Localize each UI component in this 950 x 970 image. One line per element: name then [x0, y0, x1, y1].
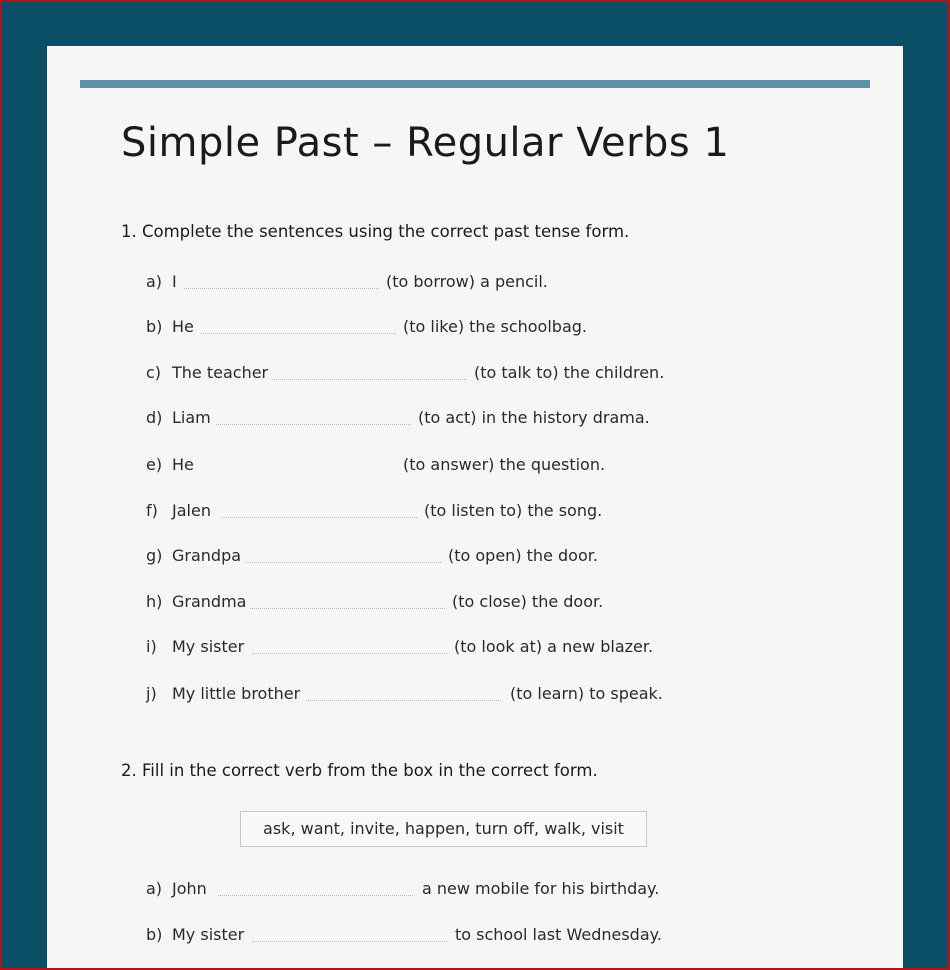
item-subject: He [172, 455, 194, 474]
answer-blank[interactable] [246, 562, 441, 563]
worksheet-title: Simple Past – Regular Verbs 1 [121, 120, 730, 166]
item-letter: f) [146, 501, 158, 520]
answer-blank[interactable] [216, 424, 411, 425]
item-subject: My little brother [172, 684, 301, 703]
item-letter: c) [146, 363, 162, 382]
item-letter: b) [146, 925, 163, 944]
item-subject: My sister [172, 925, 245, 944]
item-hint: (to like) the schoolbag. [403, 317, 587, 336]
answer-blank[interactable] [252, 653, 447, 654]
item-letter: i) [146, 637, 157, 656]
item-subject: Grandpa [172, 546, 242, 565]
header-rule [80, 80, 870, 88]
item-letter: b) [146, 317, 163, 336]
exercise-2-instruction: 2. Fill in the correct verb from the box in the correct form. [121, 761, 598, 780]
exercise-1-instruction: 1. Complete the sentences using the correct past tense form. [121, 222, 630, 241]
answer-blank[interactable] [222, 517, 417, 518]
item-hint: a new mobile for his birthday. [422, 879, 660, 898]
answer-blank[interactable] [306, 700, 501, 701]
word-box: ask, want, invite, happen, turn off, walk, visit [240, 811, 647, 847]
item-letter: g) [146, 546, 163, 565]
answer-blank[interactable] [201, 333, 396, 334]
item-letter: a) [146, 272, 163, 291]
item-subject: John [172, 879, 207, 898]
item-hint: (to borrow) a pencil. [386, 272, 548, 291]
worksheet-page [47, 46, 903, 970]
item-hint: (to listen to) the song. [424, 501, 603, 520]
item-hint: (to open) the door. [448, 546, 598, 565]
item-subject: My sister [172, 637, 245, 656]
answer-blank[interactable] [252, 941, 447, 942]
item-subject: The teacher [172, 363, 269, 382]
item-letter: e) [146, 455, 163, 474]
item-subject: Grandma [172, 592, 247, 611]
item-letter: d) [146, 408, 163, 427]
answer-blank[interactable] [218, 895, 413, 896]
answer-blank[interactable] [272, 379, 467, 380]
item-hint: (to answer) the question. [403, 455, 606, 474]
item-letter: a) [146, 879, 163, 898]
item-letter: j) [146, 684, 157, 703]
item-subject: Jalen [172, 501, 211, 520]
answer-blank[interactable] [250, 608, 445, 609]
item-hint: (to act) in the history drama. [418, 408, 650, 427]
item-subject: He [172, 317, 194, 336]
item-hint: (to look at) a new blazer. [454, 637, 654, 656]
answer-blank[interactable] [184, 288, 379, 289]
item-hint: (to learn) to speak. [510, 684, 663, 703]
item-hint: to school last Wednesday. [455, 925, 662, 944]
item-subject: I [172, 272, 177, 291]
item-hint: (to close) the door. [452, 592, 604, 611]
item-subject: Liam [172, 408, 211, 427]
item-letter: h) [146, 592, 163, 611]
item-hint: (to talk to) the children. [474, 363, 665, 382]
